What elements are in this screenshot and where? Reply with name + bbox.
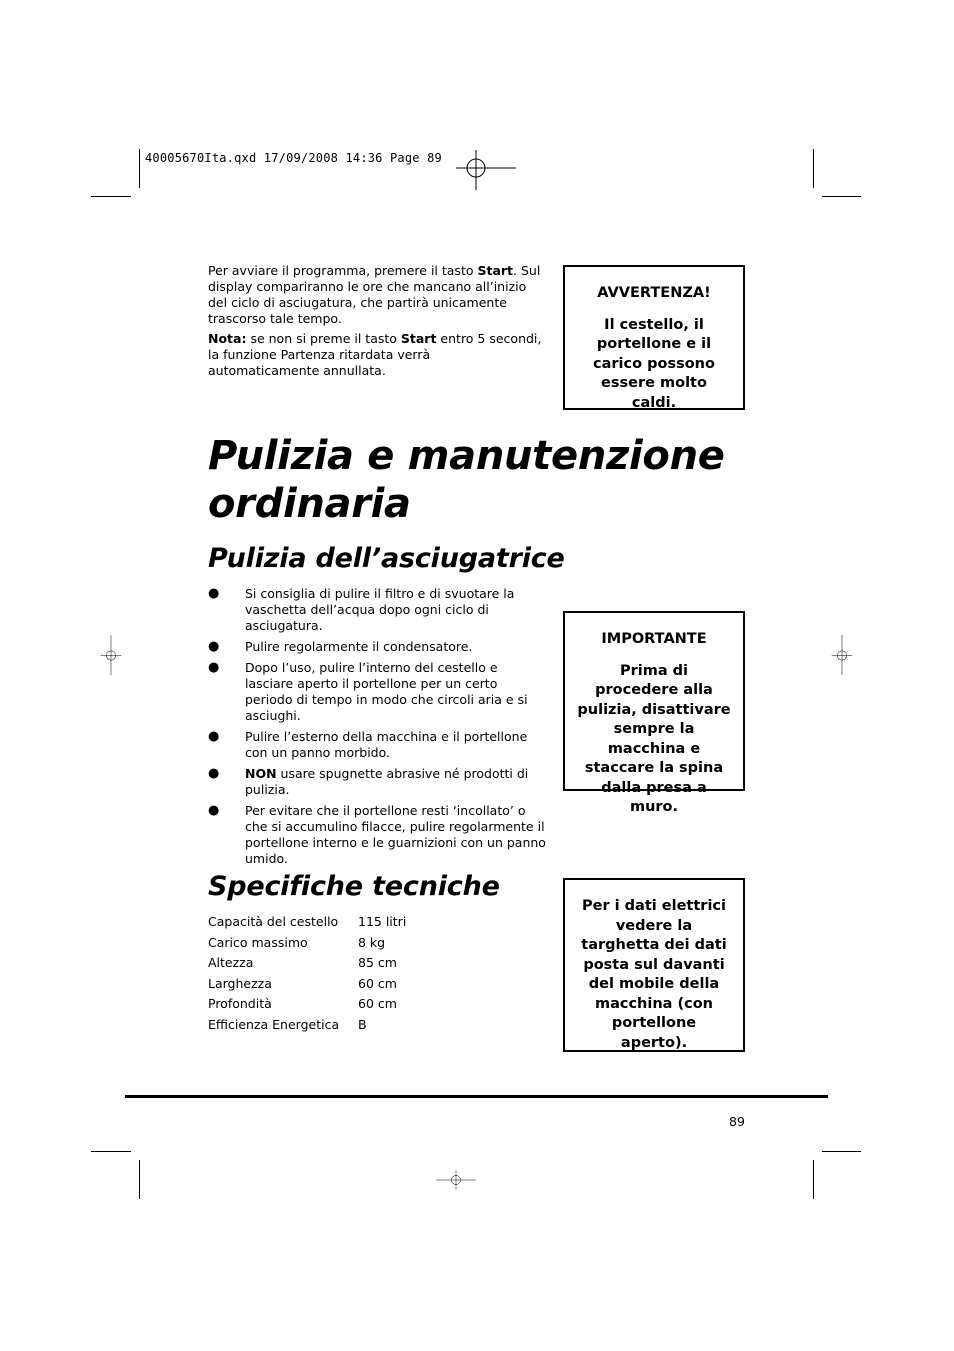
crop-mark — [822, 196, 861, 197]
intro-text — [208, 263, 544, 383]
crop-mark — [813, 149, 814, 188]
table-row: Profondità 60 cm — [208, 996, 397, 1011]
bullet-icon: ● — [208, 586, 220, 601]
bullet-icon: ● — [208, 639, 220, 654]
crop-mark — [813, 1160, 814, 1199]
list-item: ● Pulire regolarmente il condensatore. — [208, 639, 473, 654]
list-item: ● Dopo l’uso, pulire l’interno del cestello e lasciare aperto il portellone per un certo periodo di tempo in modo che circoli aria e si asciughi. — [208, 660, 528, 723]
electrical-box — [563, 878, 745, 1052]
list-item: ● Per evitare che il portellone resti ‘incollato’ o che si accumulino filacce, pulire regolarmente il portellone interno e le guarnizioni con un panno umido. — [208, 803, 546, 866]
list-item: ● Si consiglia di pulire il filtro e di svuotare la vaschetta dell’acqua dopo ogni ciclo di asciugatura. — [208, 586, 515, 633]
list-item: ● NON usare spugnette abrasive né prodotti di pulizia. — [208, 766, 529, 797]
warning-heading: AVVERTENZA! — [597, 285, 711, 301]
important-box — [563, 611, 745, 815]
bullet-icon: ● — [208, 660, 220, 675]
cleaning-list — [208, 586, 548, 872]
bullet-icon: ● — [208, 766, 220, 781]
electrical-text: Per i dati elettrici vedere la targhetta dei dati posta sul davanti del mobile della macchina (con portellone aperto). — [581, 898, 727, 1051]
warning-text: Il cestello, il portellone e il carico possono essere molto caldi. — [593, 316, 715, 411]
intro-paragraph: Per avviare il programma, premere il tasto Start. Sul display compariranno le ore che mancano all’inizio del ciclo di asciugatura, che partirà unicamente trascorso tale tempo. — [208, 263, 541, 326]
registration-mark-icon — [91, 635, 131, 675]
footer-rule — [125, 1095, 828, 1098]
page-title: Pulizia e manutenzione ordinaria — [208, 433, 725, 527]
registration-mark-icon — [822, 635, 862, 675]
table-row: Carico massimo 8 kg — [208, 934, 386, 950]
table-row: Capacità del cestello 115 litri — [208, 914, 407, 929]
specs-table — [208, 914, 406, 1037]
crop-mark — [139, 149, 140, 188]
table-row: Altezza 85 cm — [208, 955, 397, 970]
table-row: Efficienza Energetica B — [208, 1016, 367, 1032]
table-row: Larghezza 60 cm — [208, 975, 397, 991]
page-number: 89 — [729, 1114, 745, 1129]
bullet-icon: ● — [208, 803, 220, 818]
print-slug: 40005670Ita.qxd 17/09/2008 14:36 Page 89 — [145, 151, 442, 165]
warning-box — [563, 265, 745, 410]
cleaning-heading: Pulizia dell’asciugatrice — [208, 543, 565, 574]
crop-mark — [822, 1151, 861, 1152]
list-item: ● Pulire l’esterno della macchina e il portellone con un panno morbido. — [208, 729, 528, 760]
note-paragraph: Nota: se non si preme il tasto Start entro 5 secondi, la funzione Partenza ritardata verrà automaticamente annullata. — [208, 331, 542, 378]
important-text: Prima di procedere alla pulizia, disattivare sempre la macchina e staccare la spina dalla presa a muro. — [577, 662, 731, 815]
crop-mark — [91, 196, 131, 197]
bullet-icon: ● — [208, 729, 220, 744]
specs-heading: Specifiche tecniche — [208, 871, 500, 902]
crop-mark — [91, 1151, 131, 1152]
important-heading: IMPORTANTE — [601, 631, 707, 647]
registration-mark-icon — [436, 1160, 476, 1200]
crop-mark — [139, 1160, 140, 1199]
registration-mark-icon — [456, 150, 516, 190]
